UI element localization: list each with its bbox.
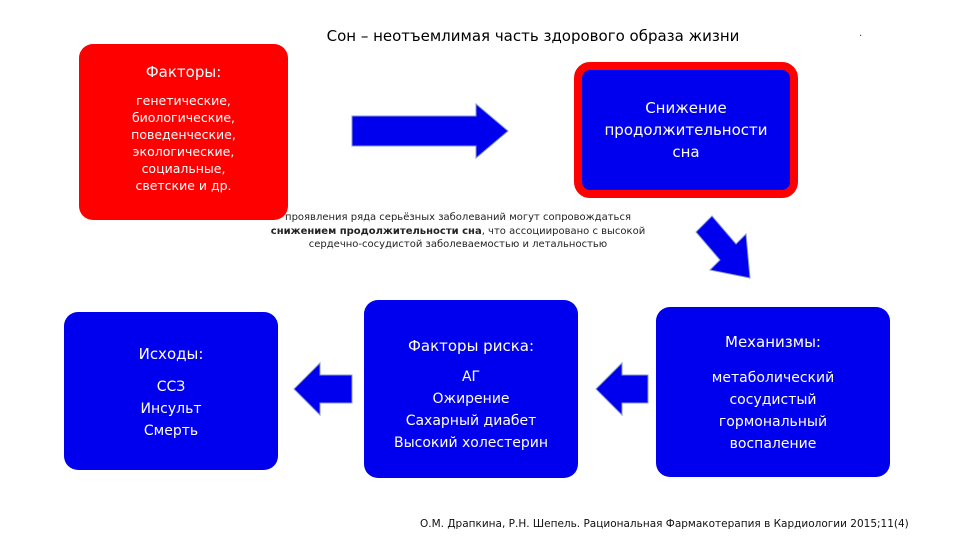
factor-item: биологические,: [131, 110, 236, 125]
factor-item: экологические,: [132, 144, 235, 159]
mechanisms-list: [656, 367, 890, 455]
arrow-right-icon: [352, 104, 512, 164]
outcome-item: Смерть: [143, 423, 199, 439]
factors-list: [79, 92, 288, 194]
factor-item: социальные,: [141, 161, 226, 176]
sleep-decrease-line: Снижение: [645, 99, 727, 117]
outcomes-heading: Исходы:: [138, 345, 204, 363]
arrow-down-right-icon: [696, 216, 766, 286]
note-part: проявления ряда серьёзных заболеваний могут сопровождаться: [285, 212, 631, 223]
note-bold: снижением продолжительности сна: [270, 225, 482, 237]
arrow-left-icon: [596, 363, 656, 419]
risk-factors-box: [364, 300, 578, 478]
factors-heading: Факторы:: [145, 63, 222, 81]
sleep-decrease-line: продолжительности: [604, 121, 768, 139]
factors-box: [79, 44, 288, 220]
mechanisms-box: [656, 307, 890, 477]
note-text: [268, 211, 648, 252]
risk-item: Высокий холестерин: [393, 435, 549, 451]
outcome-item: ССЗ: [156, 379, 186, 395]
sleep-decrease-line: сна: [672, 143, 700, 161]
risk-item: Ожирение: [432, 391, 510, 407]
sleep-decrease-box: [574, 62, 798, 198]
page-title: Сон – неотъемлимая часть здорового образа жизни: [326, 27, 740, 45]
risk-item: Сахарный диабет: [405, 413, 537, 429]
citation: О.М. Драпкина, Р.Н. Шепель. Рациональная Фармакотерапия в Кардиологии 2015;11(4): [420, 518, 909, 530]
risk-item: АГ: [461, 369, 481, 385]
factor-item: поведенческие,: [131, 127, 236, 142]
arrow-left-icon: [294, 363, 354, 419]
mechanism-item: гормональный: [718, 414, 828, 430]
factor-item: светские и др.: [135, 178, 232, 193]
outcome-item: Инсульт: [140, 401, 202, 417]
factor-item: генетические,: [136, 93, 231, 108]
mechanisms-heading: Механизмы:: [725, 333, 821, 351]
outcomes-list: [64, 376, 278, 442]
mechanism-item: сосудистый: [729, 392, 817, 408]
note-part: , что ассоциировано с высокой сердечно-сосудистой заболеваемостью и летальностью: [308, 225, 646, 250]
mechanism-item: метаболический: [711, 370, 835, 386]
mechanism-item: воспаление: [729, 436, 817, 452]
corner-mark: .: [859, 28, 863, 39]
risk-heading: Факторы риска:: [407, 337, 535, 355]
outcomes-box: [64, 312, 278, 470]
risk-list: [364, 366, 578, 454]
